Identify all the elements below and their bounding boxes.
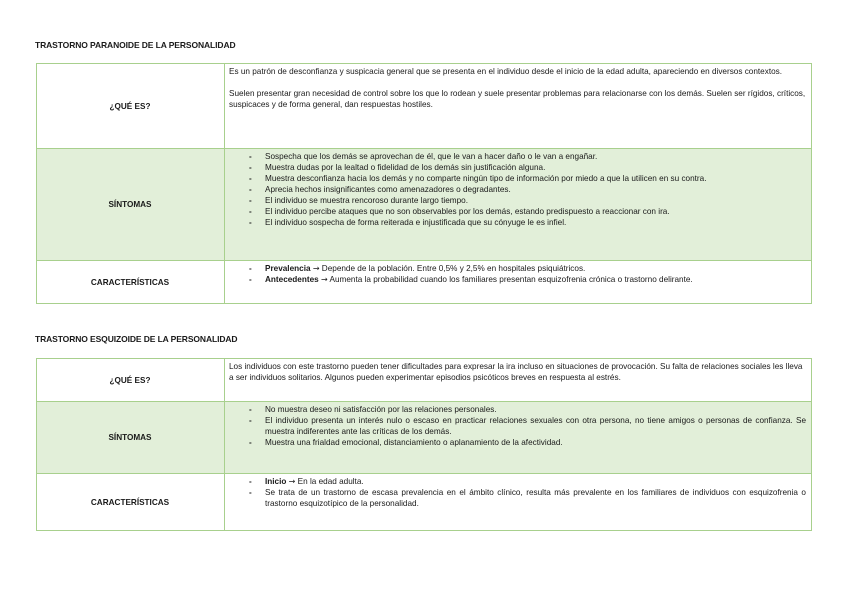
row-sintomas <box>37 149 812 261</box>
list-item: - Sospecha que los demás se aprovechan de él, que le van a hacer daño o le van a engañar. <box>265 151 806 162</box>
row-que-es <box>37 64 812 149</box>
list-item: - Aprecia hechos insignificantes como amenazadores o degradantes. <box>265 184 806 195</box>
cell-sintomas <box>225 402 812 474</box>
list-item: - Muestra una frialdad emocional, distanciamiento o aplanamiento de la afectividad. <box>265 437 806 448</box>
label-caracteristicas: CARACTERÍSTICAS <box>37 261 225 304</box>
list-item: - Muestra dudas por la lealtad o fidelidad de los demás sin justificación alguna. <box>265 162 806 173</box>
characteristic-text: Depende de la población. Entre 0,5% y 2,5% en hospitales psiquiátricos. <box>321 264 586 273</box>
term-antecedentes: Antecedentes <box>265 275 319 284</box>
label-sintomas: SÍNTOMAS <box>37 402 225 474</box>
arrow-right-icon: → <box>288 477 296 486</box>
que-es-paragraph: Los individuos con este trastorno pueden tener dificultades para expresar la ira incluso en situaciones de provocación. Su falta de relaciones sociales les lleva a ser individuos solitarios. Algunos pueden experimentar episodios psicóticos breves en respuesta al estrés. <box>229 362 803 382</box>
cell-que-es <box>225 64 812 149</box>
cell-caracteristicas <box>225 474 812 531</box>
que-es-paragraph: Suelen presentar gran necesidad de control sobre los que lo rodean y suele presentar problemas para relacionarse con los demás. Suelen ser rígidos, críticos, suspicaces y de forma general, dan respuestas hostiles. <box>229 89 806 109</box>
list-item <box>265 263 806 274</box>
row-caracteristicas <box>37 261 812 304</box>
term-inicio: Inicio <box>265 477 287 486</box>
section-title-paranoide: TRASTORNO PARANOIDE DE LA PERSONALIDAD <box>35 40 236 50</box>
que-es-paragraph: Es un patrón de desconfianza y suspicacia general que se presenta en el individuo desde el inicio de la edad adulta, apareciendo en diversos contextos. <box>229 67 783 76</box>
cell-sintomas <box>225 149 812 261</box>
arrow-right-icon: → <box>320 275 328 284</box>
cell-caracteristicas <box>225 261 812 304</box>
label-que-es: ¿QUÉ ES? <box>37 359 225 402</box>
caracteristicas-list <box>229 263 806 285</box>
list-item: - Muestra desconfianza hacia los demás y no comparte ningún tipo de información por miedo a que la utilicen en su contra. <box>265 173 806 184</box>
table-paranoide <box>36 63 812 304</box>
list-item: - No muestra deseo ni satisfacción por las relaciones personales. <box>265 404 806 415</box>
arrow-right-icon: → <box>312 264 320 273</box>
cell-que-es <box>225 359 812 402</box>
list-item <box>265 476 806 487</box>
caracteristicas-list <box>229 476 806 509</box>
characteristic-text: Aumenta la probabilidad cuando los familiares presentan esquizofrenia crónica o trastorno delirante. <box>329 275 693 284</box>
term-prevalencia: Prevalencia <box>265 264 311 273</box>
label-sintomas: SÍNTOMAS <box>37 149 225 261</box>
characteristic-text: En la edad adulta. <box>297 477 364 486</box>
list-item: - Se trata de un trastorno de escasa prevalencia en el ámbito clínico, resulta más prevalente en los familiares de individuos con esquizofrenia o trastorno esquizotípico de la personalidad. <box>265 487 806 509</box>
table-esquizoide <box>36 358 812 531</box>
list-item: - El individuo presenta un interés nulo o escaso en practicar relaciones sexuales con otra persona, no tiene amigos o personas de confianza. Se muestra indiferentes ante las críticas de los demás. <box>265 415 806 437</box>
list-item: - El individuo percibe ataques que no son observables por los demás, estando predispuesto a reaccionar con ira. <box>265 206 806 217</box>
list-item: - El individuo sospecha de forma reiterada e injustificada que su cónyuge le es infiel. <box>265 217 806 228</box>
label-caracteristicas: CARACTERÍSTICAS <box>37 474 225 531</box>
list-item <box>265 274 806 285</box>
sintomas-list <box>229 404 806 448</box>
section-title-esquizoide: TRASTORNO ESQUIZOIDE DE LA PERSONALIDAD <box>35 334 238 344</box>
row-caracteristicas <box>37 474 812 531</box>
list-item: - El individuo se muestra rencoroso durante largo tiempo. <box>265 195 806 206</box>
row-que-es <box>37 359 812 402</box>
row-sintomas <box>37 402 812 474</box>
label-que-es: ¿QUÉ ES? <box>37 64 225 149</box>
sintomas-list <box>229 151 806 228</box>
